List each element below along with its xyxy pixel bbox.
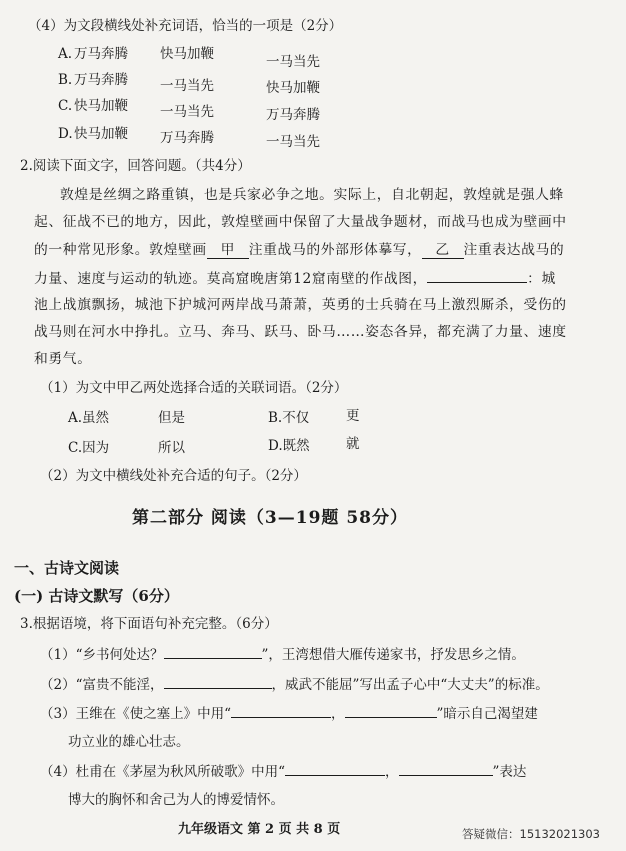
- q1-4-option-d-w3: 一马当先: [266, 134, 320, 150]
- q1-4-option-c-w1: 快马加鞭: [74, 98, 128, 114]
- q3-stem: 3.根据语境，将下面语句补充完整。（6分）: [20, 616, 278, 632]
- passage-line-3-part-b: 注重战马的外部形体摹写，: [248, 242, 422, 258]
- q2-sub1-stem: （1）为文中甲乙两处选择合适的关联词语。（2分）: [40, 380, 348, 396]
- passage-line-4: [34, 270, 556, 287]
- q3-item-4-blank-1: [285, 763, 385, 776]
- q1-4-option-c-w2: 一马当先: [160, 104, 214, 120]
- section1-title: 一、古诗文阅读: [14, 559, 120, 577]
- q1-4-option-c-w3: 万马奔腾: [266, 107, 320, 123]
- q3-item-3-part-a: （3）王维在《使之塞上》中用“: [40, 706, 231, 722]
- q2-sub1-option-a-pair: 但是: [158, 410, 185, 426]
- q1-4-option-a-label: A.: [58, 46, 73, 62]
- q3-item-3-blank-2: [345, 705, 437, 718]
- q1-4-option-c-label: C.: [58, 98, 73, 114]
- q3-item-4-part-c: ”表达: [492, 764, 527, 780]
- q1-4-stem: （4）为文段横线处补充词语，恰当的一项是（2分）: [28, 18, 343, 34]
- q2-sub1-option-b-pair: 更: [346, 408, 360, 424]
- q2-sub1-option-d-pair: 就: [346, 436, 360, 452]
- q3-item-1: [40, 646, 525, 663]
- passage-line-1: 敦煌是丝绸之路重镇，也是兵家必争之地。实际上，自北朝起，敦煌就是强人蜂: [60, 187, 564, 203]
- passage-line-6: 战马则在河水中挣扎。立马、奔马、跃马、卧马……姿态各异，都充满了力量、速度: [34, 324, 567, 340]
- passage-line-7: 和勇气。: [34, 351, 92, 367]
- passage-line-5: 池上战旗飘扬，城池下护城河两岸战马萧萧，英勇的士兵骑在马上激烈厮杀，受伤的: [34, 297, 567, 313]
- q3-item-1-blank: [164, 646, 262, 659]
- q1-4-option-b-w3: 快马加鞭: [266, 80, 320, 96]
- passage-line-3-part-c: 注重表达战马的: [463, 242, 565, 258]
- q2-sub1-option-d: D.既然: [268, 438, 310, 454]
- q3-item-1-part-b: ”，王湾想借大雁传递家书，抒发思乡之情。: [261, 647, 525, 663]
- passage-line-4-part-a: 力量、速度与运动的轨迹。莫高窟晚唐第12窟南壁的作战图，: [34, 271, 428, 287]
- q3-item-4-line-2: 博大的胸怀和舍己为人的博爱情怀。: [68, 792, 284, 808]
- passage-line-3-part-a: 的一种常见形象。敦煌壁画: [34, 242, 207, 258]
- q3-item-4-blank-2: [399, 763, 493, 776]
- q1-4-option-d-w1: 快马加鞭: [74, 126, 128, 142]
- q3-item-4: [40, 763, 526, 780]
- q3-item-4-part-a: （4）杜甫在《茅屋为秋风所破歌》中用“: [40, 764, 285, 780]
- q3-item-3-blank-1: [231, 705, 331, 718]
- q1-4-option-a-w2: 快马加鞭: [160, 46, 214, 62]
- page-footer: 九年级语文 第 2 页 共 8 页: [178, 822, 341, 837]
- q3-item-3-line-2: 功立业的雄心壮志。: [68, 734, 190, 750]
- q2-sub2-stem: （2）为文中横线处补充合适的句子。（2分）: [40, 468, 307, 484]
- q3-item-3-part-c: ”暗示自己渴望建: [436, 706, 538, 722]
- q1-4-option-b-label: B.: [58, 72, 73, 88]
- q1-4-option-d-w2: 万马奔腾: [160, 130, 214, 146]
- q1-4-option-b-w1: 万马奔腾: [74, 72, 128, 88]
- blank-jia: 甲: [207, 242, 249, 259]
- part2-title: 第二部分 阅读（3—19题 58分）: [132, 508, 408, 528]
- passage-line-4-part-b: ：城: [527, 271, 556, 287]
- q1-4-option-a-w1: 万马奔腾: [74, 46, 128, 62]
- q2-sub1-option-b: B.不仅: [268, 410, 310, 426]
- q1-4-option-b-w2: 一马当先: [160, 78, 214, 94]
- blank-sentence: [427, 270, 527, 283]
- watermark-text: 答疑微信：15132021303: [462, 827, 600, 841]
- q3-item-2-part-b: ，威武不能屈”写出孟子心中“大丈夫”的标准。: [271, 677, 549, 693]
- blank-yi: 乙: [422, 242, 464, 259]
- q3-item-3-part-b: ，: [331, 706, 345, 722]
- passage-line-2: 起、征战不已的地方，因此，敦煌壁画中保留了大量战争题材，而战马也成为壁画中: [34, 214, 567, 230]
- q1-4-option-a-w3: 一马当先: [266, 54, 320, 70]
- q3-item-4-part-b: ，: [385, 764, 399, 780]
- q2-sub1-option-c-pair: 所以: [158, 440, 185, 456]
- q3-item-2-part-a: （2）“富贵不能淫，: [40, 677, 164, 693]
- q1-4-option-d-label: D.: [58, 126, 73, 142]
- q2-stem: 2.阅读下面文字，回答问题。（共4分）: [20, 158, 251, 174]
- q2-sub1-option-c: C.因为: [68, 440, 110, 456]
- q3-item-3: [40, 705, 538, 722]
- q3-item-2-blank: [164, 676, 272, 689]
- q3-item-1-part-a: （1）“乡书何处达？: [40, 647, 164, 663]
- passage-line-3: [34, 242, 564, 259]
- section1-1-title: (一) 古诗文默写（6分）: [14, 587, 179, 605]
- q3-item-2: [40, 676, 549, 693]
- q2-sub1-option-a: A.虽然: [68, 410, 110, 426]
